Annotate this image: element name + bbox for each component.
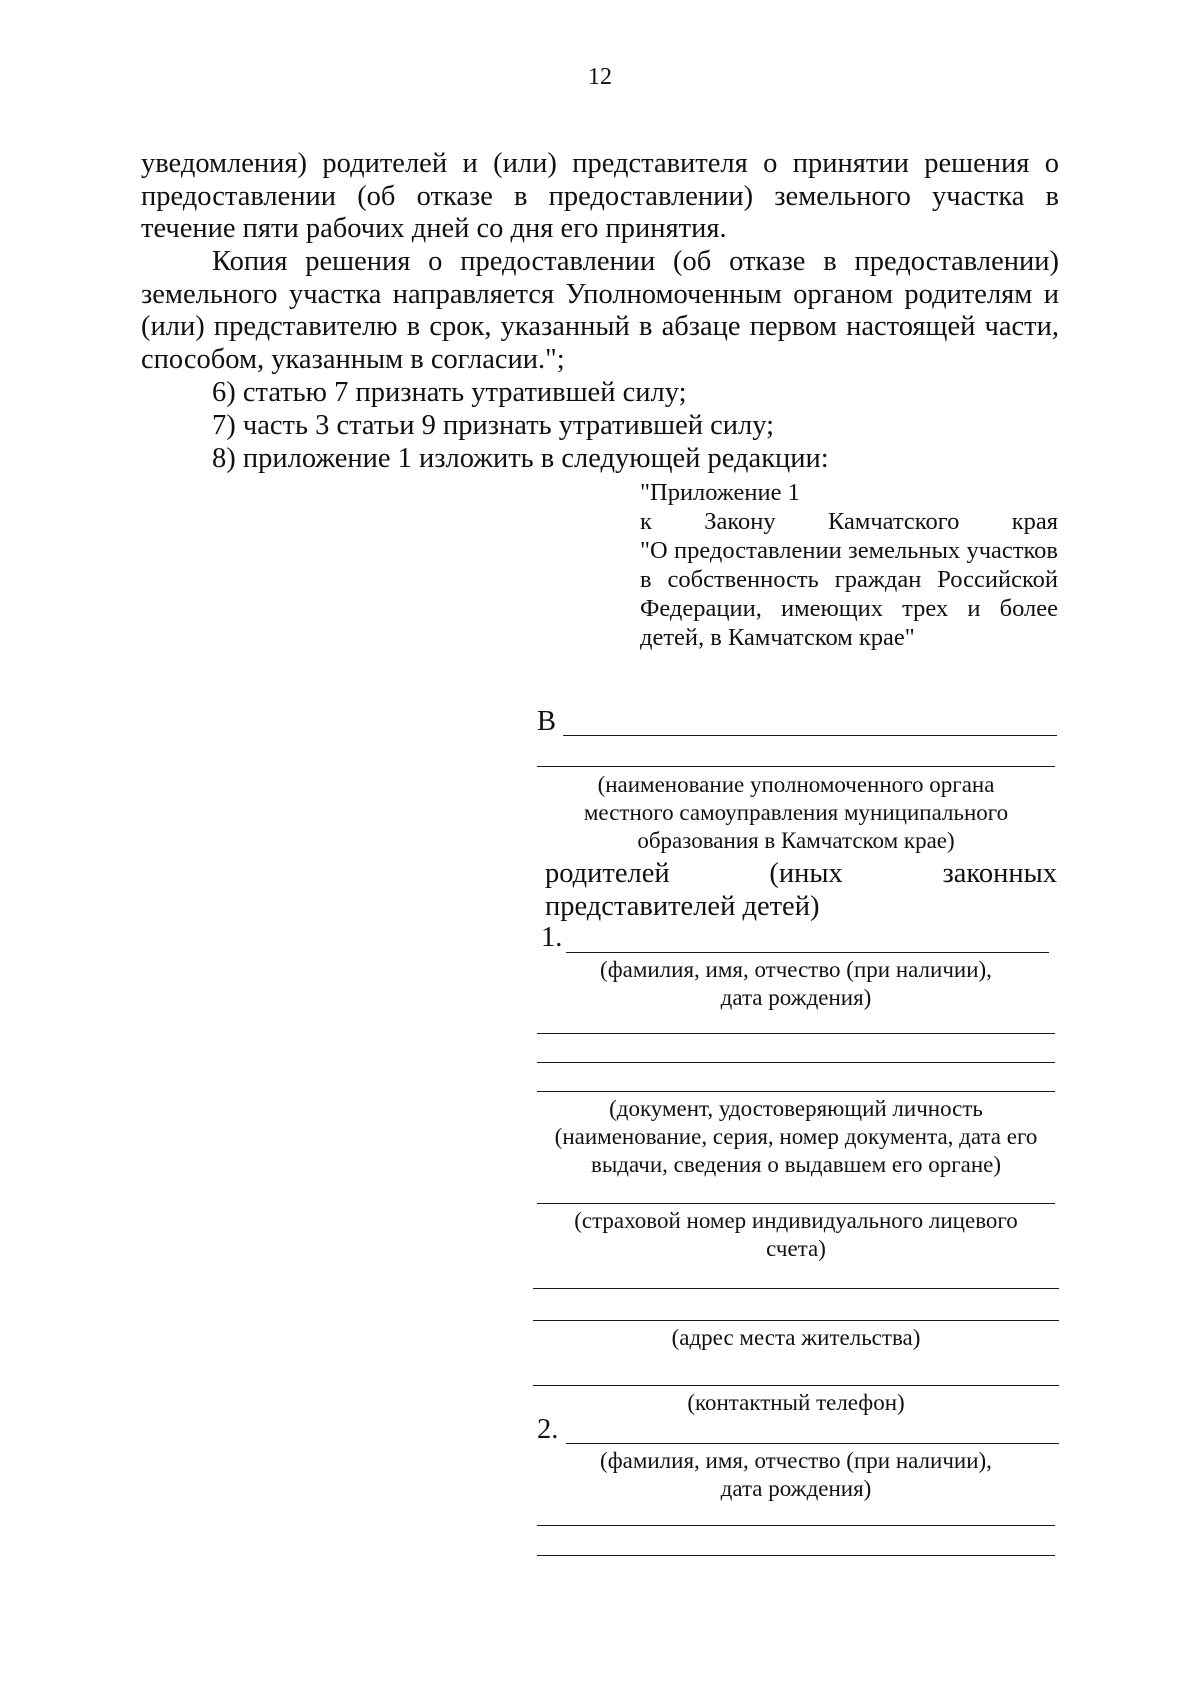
parent-1-id-caption: (документ, удостоверяющий личность (наименование, серия, номер документа, дата его выдачи, сведения о выдавшем его органе)	[554, 1096, 1038, 1177]
authority-caption: (наименование уполномоченного органа местного самоуправления муниципального образования в Камчатском крае)	[583, 772, 1009, 853]
parent-1-phone-caption: (контактный телефон)	[687, 1390, 905, 1415]
parent-1-id-line-2	[537, 1062, 1055, 1063]
appendix-title: "Приложение 1	[640, 479, 800, 506]
parent-1-address-line-2	[533, 1320, 1059, 1321]
parent-1-snils-line	[537, 1203, 1055, 1204]
parent-1-phone-line	[533, 1385, 1059, 1386]
parent-2-label: 2.	[537, 1414, 559, 1445]
page-number: 12	[588, 64, 612, 90]
parent-1-label: 1.	[541, 922, 563, 953]
parent-2-name-line	[566, 1443, 1059, 1444]
parent-1-id-line-1	[537, 1033, 1055, 1034]
parent-1-snils-caption: (страховой номер индивидуального лицевого счета)	[574, 1208, 1018, 1261]
parents-heading-line-2: представителей детей)	[545, 891, 820, 922]
parent-1-name-line	[566, 952, 1049, 953]
parent-2-id-line-2	[537, 1555, 1055, 1556]
parents-heading-line: родителей (иных законных	[545, 858, 1057, 889]
appendix-word: Камчатского	[827, 508, 960, 535]
parent-2-id-line-1	[537, 1525, 1055, 1526]
parent-1-id-line-3	[537, 1091, 1055, 1092]
parents-heading	[545, 857, 1057, 923]
parent-1-name-caption: (фамилия, имя, отчество (при наличии), дата рождения)	[600, 957, 992, 1010]
appendix-first-line	[640, 507, 1058, 536]
authority-line-1	[563, 735, 1057, 736]
authority-line-2	[537, 766, 1055, 767]
parent-2-name-caption: (фамилия, имя, отчество (при наличии), дата рождения)	[600, 1448, 992, 1501]
appendix-word: края	[1011, 508, 1058, 535]
appendix-word: к	[640, 508, 652, 535]
appendix-word: Закону	[704, 508, 776, 535]
parent-1-address-line-1	[533, 1288, 1059, 1289]
addressee-label: В	[537, 706, 557, 737]
appendix-law-reference	[640, 507, 1058, 652]
amendment-item-7: 7) часть 3 статьи 9 признать утратившей силу;	[212, 410, 775, 441]
appendix-law-title: "О предоставлении земельных участков в собственность граждан Российской Федерации, имеющих трех и более детей, в Камчатском крае"	[640, 537, 1058, 651]
paragraph-notification: уведомления) родителей и (или) представителя о принятии решения о предоставлении (об отказе в предоставлении) земельного участка в течение пяти рабочих дней со дня его принятия.	[141, 148, 1059, 245]
amendment-item-6: 6) статью 7 признать утратившей силу;	[212, 377, 687, 408]
parent-1-address-caption: (адрес места жительства)	[671, 1325, 921, 1350]
amendment-item-8: 8) приложение 1 изложить в следующей редакции:	[212, 443, 829, 474]
paragraph-decision-copy: Копия решения о предоставлении (об отказе в предоставлении) земельного участка направляется Уполномоченным органом родителям и (или) представителю в срок, указанный в абзаце первом настоящей части, способом, указанным в согласии.";	[141, 246, 1059, 376]
